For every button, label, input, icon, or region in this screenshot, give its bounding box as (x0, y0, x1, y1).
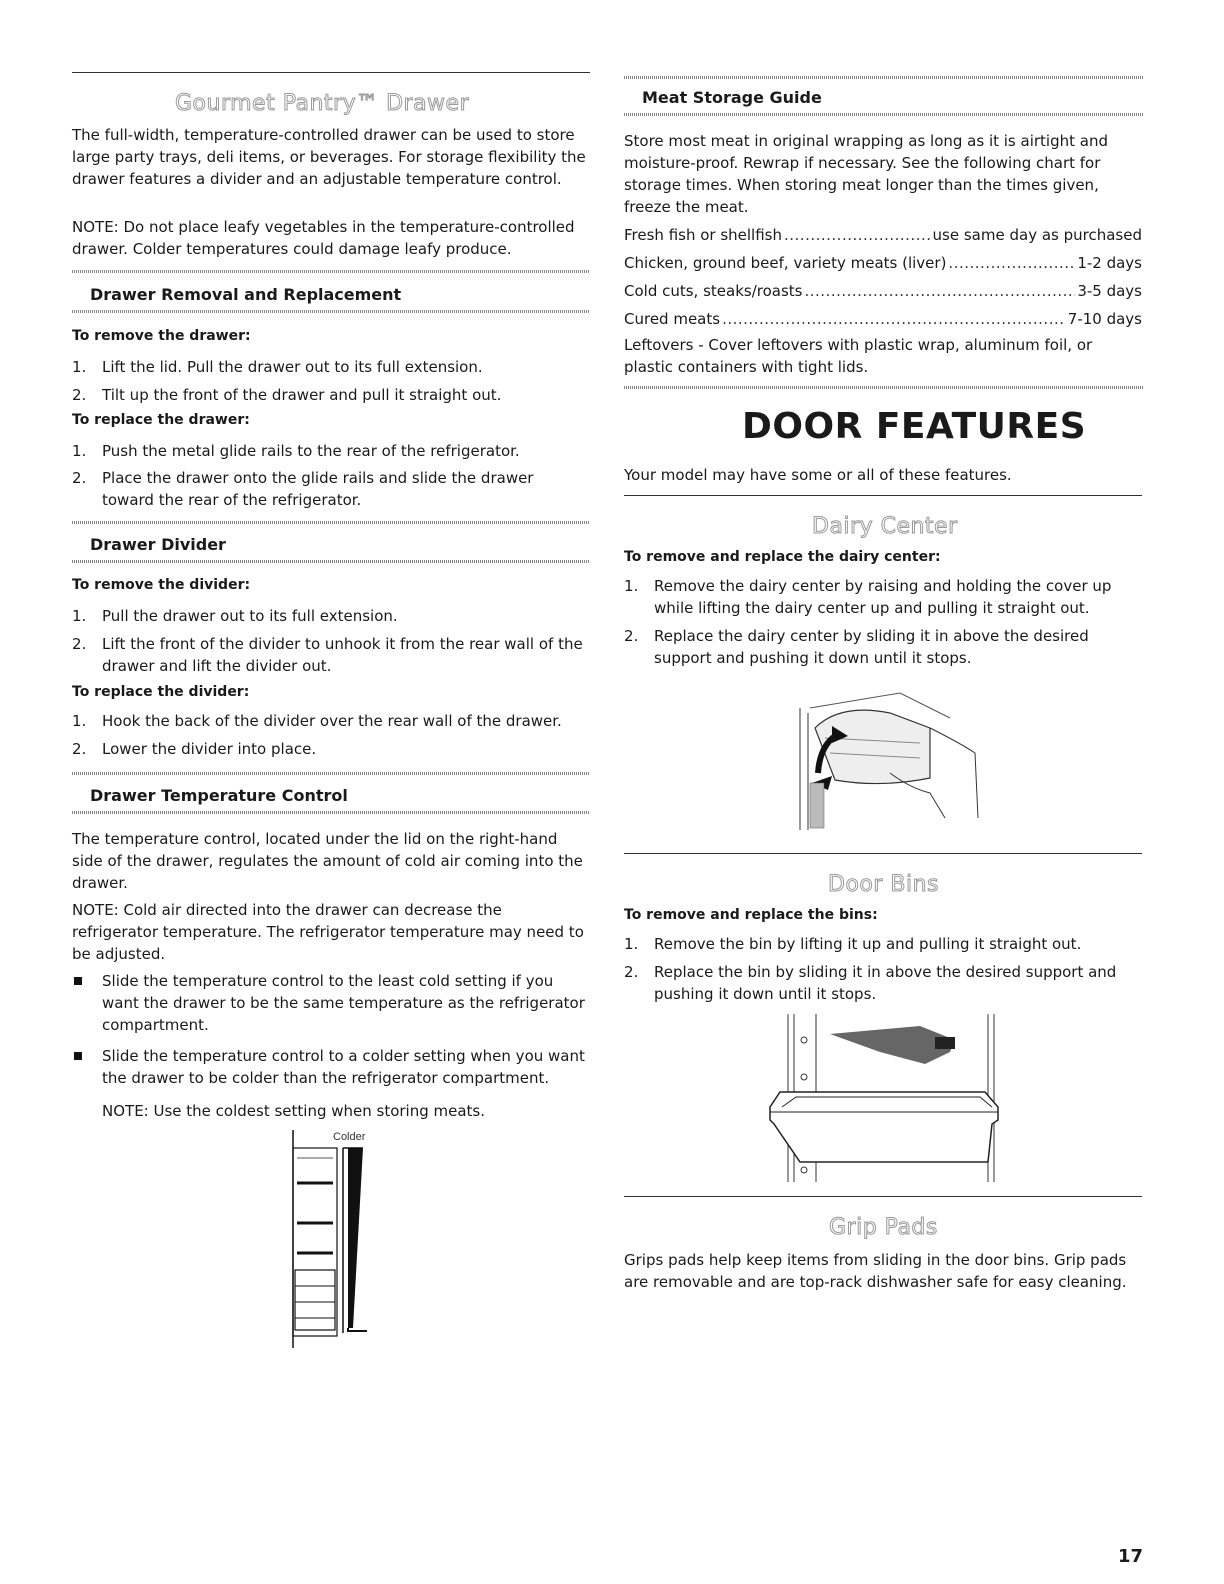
meat-item: Cured meats (624, 310, 721, 328)
divider-dotted (624, 113, 1144, 116)
bullet-item: Slide the temperature control to the least cold setting if you want the drawer to be the same temperature as the refrigerator compartment. (102, 972, 585, 1034)
table-row (624, 252, 1142, 274)
gourmet-title: Gourmet Pantry™ Drawer (175, 91, 470, 116)
replace-drawer-label: To replace the drawer: (72, 412, 250, 428)
list-number: 2. (72, 635, 87, 653)
remove-drawer-label: To remove the drawer: (72, 328, 251, 344)
section-rule (624, 495, 1142, 496)
list-item: Tilt up the front of the drawer and pull it straight out. (102, 386, 502, 404)
table-row (624, 224, 1142, 246)
list-number: 2. (624, 627, 639, 645)
gourmet-intro: The full-width, temperature-controlled drawer can be used to store large party trays, deli items, or beverages. For storage flexibility the drawer features a divider and an adjustable temperature control. (72, 126, 586, 188)
meat-item: Cold cuts, steaks/roasts (624, 282, 803, 300)
meat-leftovers: Leftovers - Cover leftovers with plastic wrap, aluminum foil, or plastic containers with tight lids. (624, 336, 1093, 376)
divider-dotted (72, 310, 590, 313)
list-item: Remove the dairy center by raising and holding the cover up while lifting the dairy center up and pulling it straight out. (654, 577, 1112, 617)
list-item: Remove the bin by lifting it up and pulling it straight out. (654, 935, 1082, 953)
door-features-title: DOOR FEATURES (742, 406, 1087, 447)
temp-note: NOTE: Cold air directed into the drawer can decrease the refrigerator temperature. The refrigerator temperature may need to be adjusted. (72, 901, 584, 963)
divider-dotted (624, 386, 1144, 389)
section-rule (624, 853, 1142, 854)
replace-divider-label: To replace the divider: (72, 684, 250, 700)
meat-time: 3-5 days (1077, 282, 1142, 300)
dairy-label: To remove and replace the dairy center: (624, 549, 941, 565)
slider-scale-graphic (285, 1128, 385, 1353)
list-item: Lower the divider into place. (102, 740, 317, 758)
temp-note2: NOTE: Use the coldest setting when storing meats. (102, 1102, 486, 1120)
divider-dotted (72, 772, 590, 775)
meat-heading: Meat Storage Guide (642, 88, 822, 107)
divider-heading: Drawer Divider (90, 535, 226, 554)
meat-time: use same day as purchased (932, 226, 1142, 244)
page-number: 17 (1118, 1546, 1144, 1567)
dairy-center-illustration (780, 688, 980, 833)
dairy-title: Dairy Center (812, 514, 958, 539)
divider-dotted (72, 521, 590, 524)
removal-heading: Drawer Removal and Replacement (90, 285, 402, 304)
grip-text: Grips pads help keep items from sliding in the door bins. Grip pads are removable and are top-rack dishwasher safe for easy cleaning. (624, 1251, 1127, 1291)
door-features-subtitle: Your model may have some or all of these features. (624, 466, 1012, 484)
list-item: Push the metal glide rails to the rear of the refrigerator. (102, 442, 520, 460)
list-item: Replace the dairy center by sliding it in above the desired support and pushing it down until it stops. (654, 627, 1089, 667)
list-number: 1. (72, 712, 87, 730)
meat-time: 7-10 days (1067, 310, 1142, 328)
divider-dotted (72, 560, 590, 563)
list-number: 2. (72, 469, 87, 487)
divider-dotted (72, 811, 590, 814)
colder-label: Colder (333, 1131, 366, 1143)
list-item: Hook the back of the divider over the rear wall of the drawer. (102, 712, 562, 730)
meat-item: Fresh fish or shellfish (624, 226, 782, 244)
section-rule (624, 1196, 1142, 1197)
list-number: 1. (624, 935, 639, 953)
list-item: Replace the bin by sliding it in above the desired support and pushing it down until it stops. (654, 963, 1117, 1003)
table-row (624, 308, 1142, 330)
list-item: Lift the front of the divider to unhook it from the rear wall of the drawer and lift the divider out. (102, 635, 583, 675)
list-item: Lift the lid. Pull the drawer out to its full extension. (102, 358, 483, 376)
meat-intro: Store most meat in original wrapping as long as it is airtight and moisture-proof. Rewrap if necessary. See the following chart for storage times. When storing meat longer than the times given, freeze the meat. (624, 132, 1108, 216)
temperature-control-diagram (285, 1128, 385, 1353)
bins-label: To remove and replace the bins: (624, 907, 878, 923)
divider-dotted (72, 270, 590, 273)
list-number: 2. (72, 740, 87, 758)
door-bin-illustration (760, 1012, 1005, 1184)
grip-title: Grip Pads (829, 1215, 938, 1240)
list-item: Pull the drawer out to its full extension. (102, 607, 398, 625)
temp-heading: Drawer Temperature Control (90, 786, 348, 805)
meat-item: Chicken, ground beef, variety meats (liver) (624, 254, 947, 272)
list-number: 1. (624, 577, 639, 595)
table-row (624, 280, 1142, 302)
top-rule-left (72, 72, 590, 73)
bullet-item: Slide the temperature control to a colder setting when you want the drawer to be colder than the refrigerator compartment. (102, 1047, 585, 1087)
list-number: 1. (72, 358, 87, 376)
list-number: 1. (72, 442, 87, 460)
bullet-icon (74, 1052, 82, 1060)
gourmet-note: NOTE: Do not place leafy vegetables in the temperature-controlled drawer. Colder temperatures could damage leafy produce. (72, 218, 575, 258)
list-number: 1. (72, 607, 87, 625)
divider-dotted (624, 76, 1144, 79)
bullet-icon (74, 977, 82, 985)
temp-intro: The temperature control, located under the lid on the right-hand side of the drawer, regulates the amount of cold air coming into the drawer. (72, 830, 583, 892)
meat-time: 1-2 days (1077, 254, 1142, 272)
list-number: 2. (72, 386, 87, 404)
list-number: 2. (624, 963, 639, 981)
remove-divider-label: To remove the divider: (72, 577, 251, 593)
list-item: Place the drawer onto the glide rails and slide the drawer toward the rear of the refrigerator. (102, 469, 534, 509)
meat-table (624, 224, 1142, 330)
bins-title: Door Bins (828, 872, 940, 897)
